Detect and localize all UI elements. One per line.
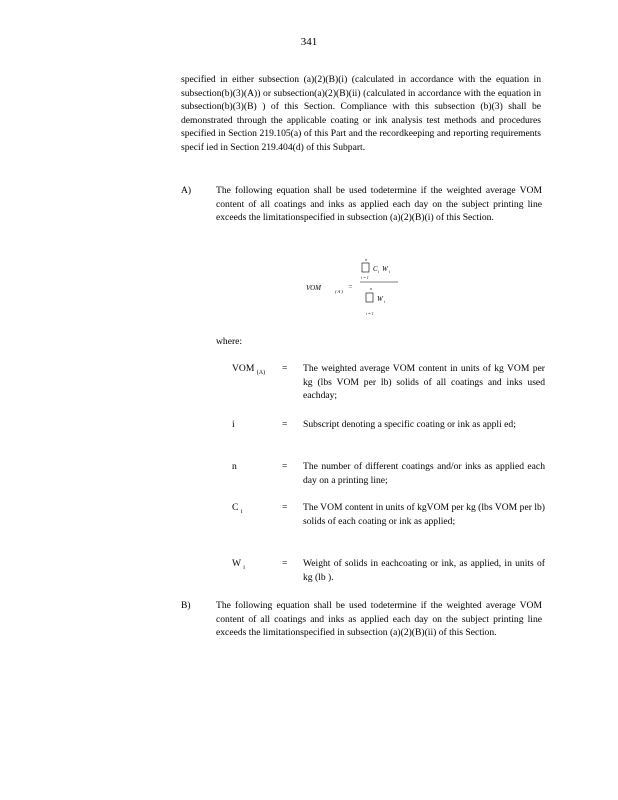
symbol-subscript: i — [240, 508, 243, 515]
formula-num-upper: n — [365, 257, 367, 262]
definition-equals: = — [282, 558, 288, 569]
item-b-text: The following equation shall be used todetermine if the weighted average VOM content of all coatings and inks as applied each day on the subject printing line exceeds the limitationspecified in subsection (a)(2)(B)(ii) of this Section. — [216, 600, 542, 639]
formula-num-lower: i = 1 — [361, 275, 369, 280]
definition-text: The weighted average VOM content in units of kg VOM per kg (lbs VOM per lb) solids of all coatings and inks used eachday; — [303, 363, 545, 402]
formula-num-term-sub: i — [378, 269, 380, 274]
formula-den-term-sub: i — [384, 299, 386, 304]
formula-graphic — [298, 252, 408, 324]
summation-icon — [362, 263, 369, 272]
symbol-text: i — [232, 419, 235, 430]
definition-text: The number of different coatings and/or inks as applied each day on a printing line; — [303, 461, 545, 486]
symbol-text: W — [232, 558, 241, 569]
formula-den-term: W — [377, 295, 383, 303]
definition-text: The VOM content in units of kgVOM per kg (lbs VOM per lb) solids of each coating or ink as applied; — [303, 502, 545, 527]
item-b-label: B) — [181, 600, 191, 611]
symbol-text: VOM — [232, 363, 255, 374]
formula-den-lower: i = 1 — [366, 311, 374, 316]
symbol-text: C — [232, 502, 239, 513]
formula-num-term2: W — [382, 265, 388, 273]
definition-symbol — [232, 557, 245, 576]
definition-equals: = — [282, 419, 288, 430]
symbol-text: n — [232, 461, 237, 472]
page-number: 341 — [300, 36, 318, 48]
summation-icon — [366, 293, 373, 302]
weighted-average-formula — [298, 252, 408, 324]
definition-symbol — [232, 460, 237, 479]
formula-lhs: VOM — [306, 284, 321, 292]
definition-equals: = — [282, 363, 288, 374]
item-a-text: The following equation shall be used todetermine if the weighted average VOM content of all coatings and inks as applied each day on the subject printing line exceeds the limitationspecified in subsection (a)(2)(B)(i) of this Section. — [216, 185, 542, 224]
definition-symbol — [232, 362, 265, 381]
intro-paragraph: specified in either subsection (a)(2)(B)(i) (calculated in accordance with the equation in subsection(b)(3)(A)) or subsection(a)(2)(B)(ii) (calculated in accordance with the equation in subsection(b)(3)(B) ) of this Section. Compliance with this subsection (b)(3) shall be demonstrated through the applicable coating or ink analysis test methods and procedures specified in Section 219.105(a) of this Part and the recordkeeping and reporting requirements specif ied in Section 219.404(d) of this Subpart. — [181, 74, 541, 153]
formula-num-term: C — [373, 265, 378, 273]
definition-equals: = — [282, 502, 288, 513]
formula-den-upper: n — [370, 286, 372, 291]
symbol-subscript: i — [243, 564, 245, 571]
definition-text: Subscript denoting a specific coating or ink as appli ed; — [303, 419, 516, 430]
definition-text: Weight of solids in eachcoating or ink, as applied, in units of kg (lb ). — [303, 558, 545, 583]
formula-lhs-sub: ( A ) — [335, 289, 343, 294]
symbol-subscript: (A) — [256, 369, 266, 376]
where-label: where: — [216, 336, 243, 347]
definition-symbol — [232, 418, 235, 437]
formula-num-term2-sub: i — [389, 269, 391, 274]
definition-symbol — [232, 501, 242, 520]
item-a-label: A) — [181, 185, 192, 196]
formula-equals: = — [348, 283, 353, 291]
definition-equals: = — [282, 461, 288, 472]
